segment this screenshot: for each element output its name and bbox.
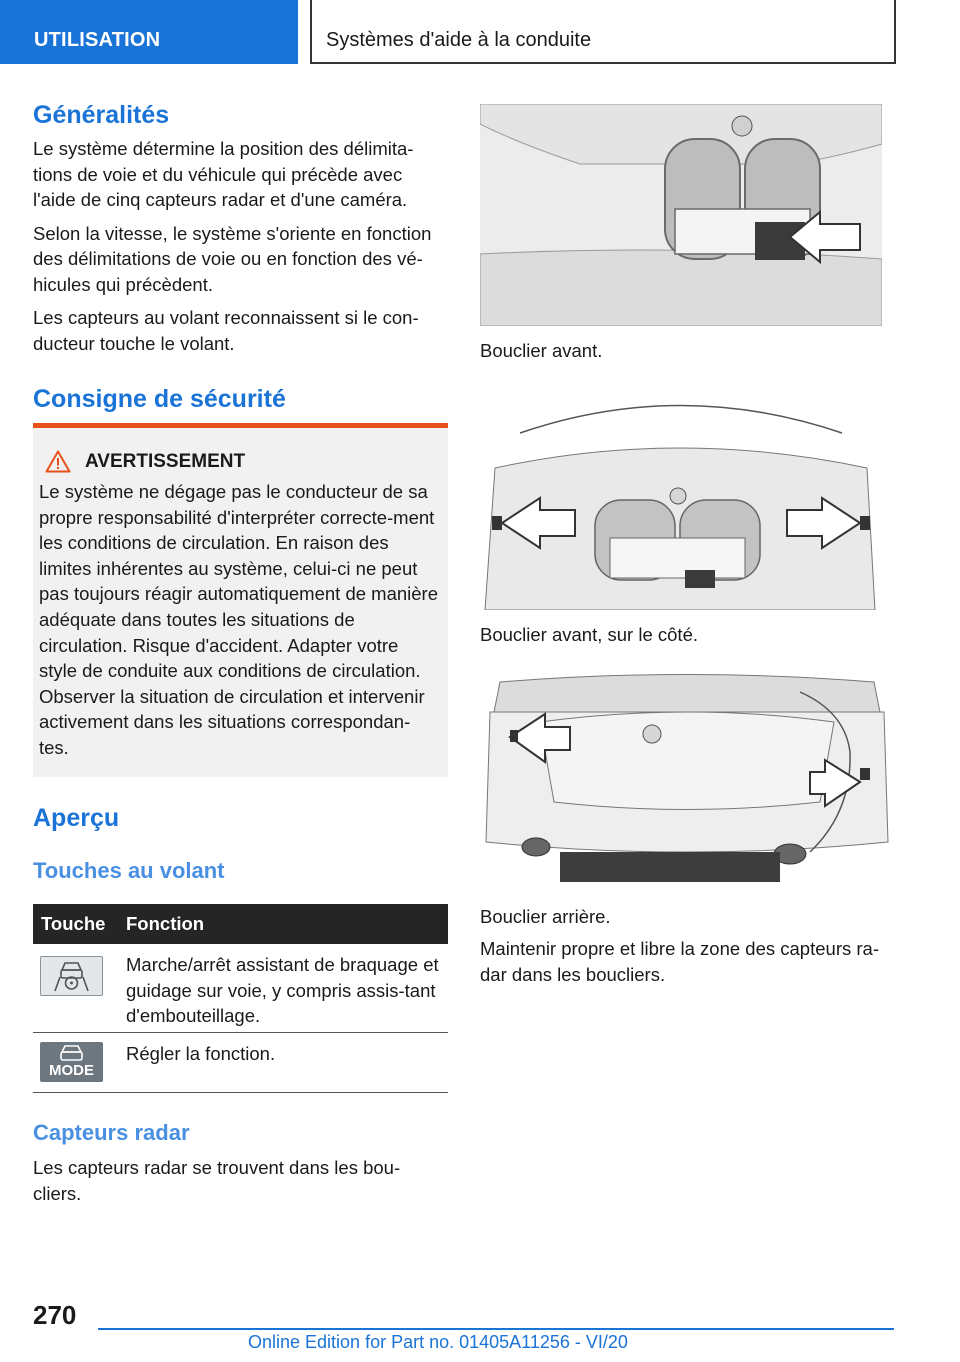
general-paragraph-3: Les capteurs au volant reconnaissent si le con-ducteur touche le volant.: [33, 307, 419, 354]
section-title: UTILISATION: [34, 29, 161, 51]
warning-box: [33, 423, 448, 777]
function-text-1: Marche/arrêt assistant de braquage et guidage sur voie, y compris assis-tant d'embouteillage.: [126, 954, 439, 1026]
section-tab: [0, 0, 298, 64]
column-header-key: Touche: [41, 913, 106, 934]
sensor-note: Maintenir propre et libre la zone des capteurs ra-dar dans les boucliers.: [480, 938, 879, 985]
front-bumper-figure: [480, 104, 882, 326]
warning-triangle-icon: [45, 450, 71, 473]
heading-safety: Consigne de sécurité: [33, 385, 286, 413]
lane-assist-key-icon: [40, 956, 103, 996]
rear-bumper-figure: [480, 672, 894, 886]
footer-line: [98, 1328, 894, 1330]
warning-label: AVERTISSEMENT: [85, 450, 246, 472]
mode-key-icon: [40, 1042, 103, 1082]
general-paragraph-2: Selon la vitesse, le système s'oriente en fonction des délimitations de voie ou en fonction des vé-hicules qui précèdent.: [33, 222, 432, 295]
footer-edition: Online Edition for Part no. 01405A11256 - VI/20: [248, 1332, 628, 1352]
chapter-header: [310, 0, 896, 64]
mode-key-label: MODE: [49, 1062, 94, 1079]
heading-general: Généralités: [33, 101, 170, 129]
table-header: [33, 904, 448, 944]
warning-header: [45, 450, 440, 473]
left-column: [33, 100, 448, 414]
chapter-title: Systèmes d'aide à la conduite: [326, 29, 592, 51]
heading-overview: Aperçu: [33, 804, 120, 832]
function-text-2: Régler la fonction.: [126, 1043, 276, 1064]
table-row: [33, 1033, 448, 1093]
figure-caption-3: Bouclier arrière.: [480, 906, 611, 927]
radar-text: Les capteurs radar se trouvent dans les bou-cliers.: [33, 1157, 401, 1204]
figure-caption-2: Bouclier avant, sur le côté.: [480, 624, 698, 645]
figure-caption-1: Bouclier avant.: [480, 340, 603, 361]
heading-steering-buttons: Touches au volant: [33, 858, 225, 883]
general-paragraph-1: Le système détermine la position des délimita-tions de voie et du véhicule qui précède avec l'aide de cinq capteurs radar et d'une caméra.: [33, 138, 414, 210]
front-bumper-side-figure: [480, 388, 882, 610]
buttons-table: [33, 904, 448, 1093]
column-header-function: Fonction: [126, 913, 205, 934]
table-row: [33, 944, 448, 1033]
page-number: 270: [33, 1300, 77, 1330]
warning-text: Le système ne dégage pas le conducteur de sa propre responsabilité d'interpréter correcte-ment les conditions de circulation. En raison des limites inhérentes au système, celui-ci ne peut pas toujours réagir automatiquement de manière adéquate dans toutes les situations de circulation. Risque d'accident. Adapter votre style de conduite aux conditions de circulation. Observer la situation de circulation et intervenir activement dans les situations correspondan-tes.: [39, 481, 439, 758]
heading-radar-sensors: Capteurs radar: [33, 1120, 190, 1145]
